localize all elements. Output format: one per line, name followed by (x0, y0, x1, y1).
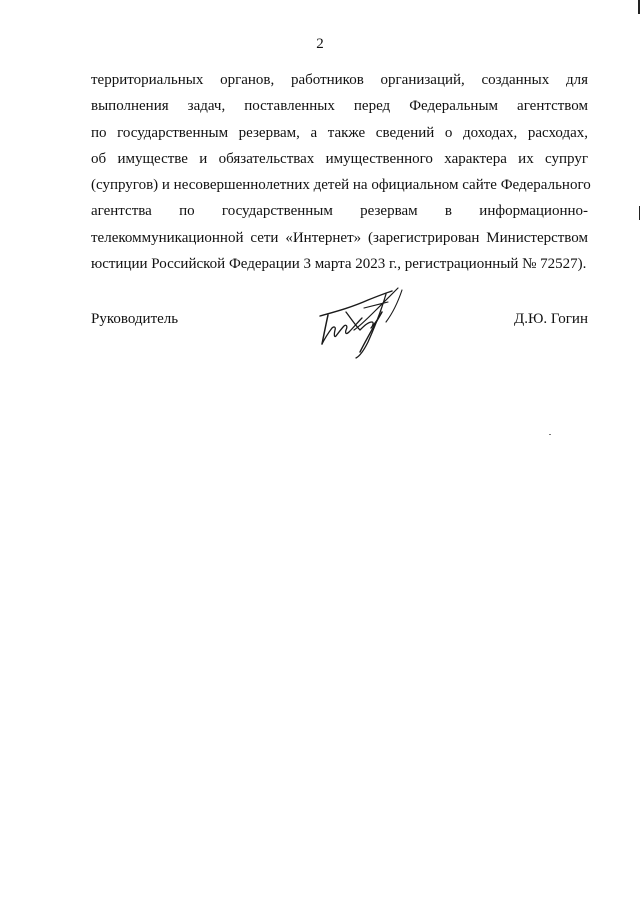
text-line: территориальных органов, работников организаций, созданных для (91, 72, 588, 88)
text-line: выполнения задач, поставленных перед Федеральным агентством (91, 98, 588, 115)
signatory-position: Руководитель (91, 311, 179, 327)
body-paragraph (91, 67, 591, 277)
text-line: по государственным резервам, а также сведений о доходах, расходах, (91, 124, 588, 141)
scan-speck (549, 434, 551, 435)
signatory-name: Д.Ю. Гогин (514, 311, 588, 327)
text-line: юстиции Российской Федерации 3 марта 2023 г., регистрационный № 72527). (91, 256, 587, 273)
page-number: 2 (316, 36, 324, 52)
text-line: об имуществе и обязательствах имущественного характера их супруг (91, 150, 588, 167)
text-line: (супругов) и несовершеннолетних детей на официальном сайте Федерального (91, 177, 591, 194)
handwritten-signature (316, 286, 408, 360)
text-line: телекоммуникационной сети «Интернет» (зарегистрирован Министерством (91, 229, 588, 246)
text-line: агентства по государственным резервам в информационно- (91, 203, 588, 220)
